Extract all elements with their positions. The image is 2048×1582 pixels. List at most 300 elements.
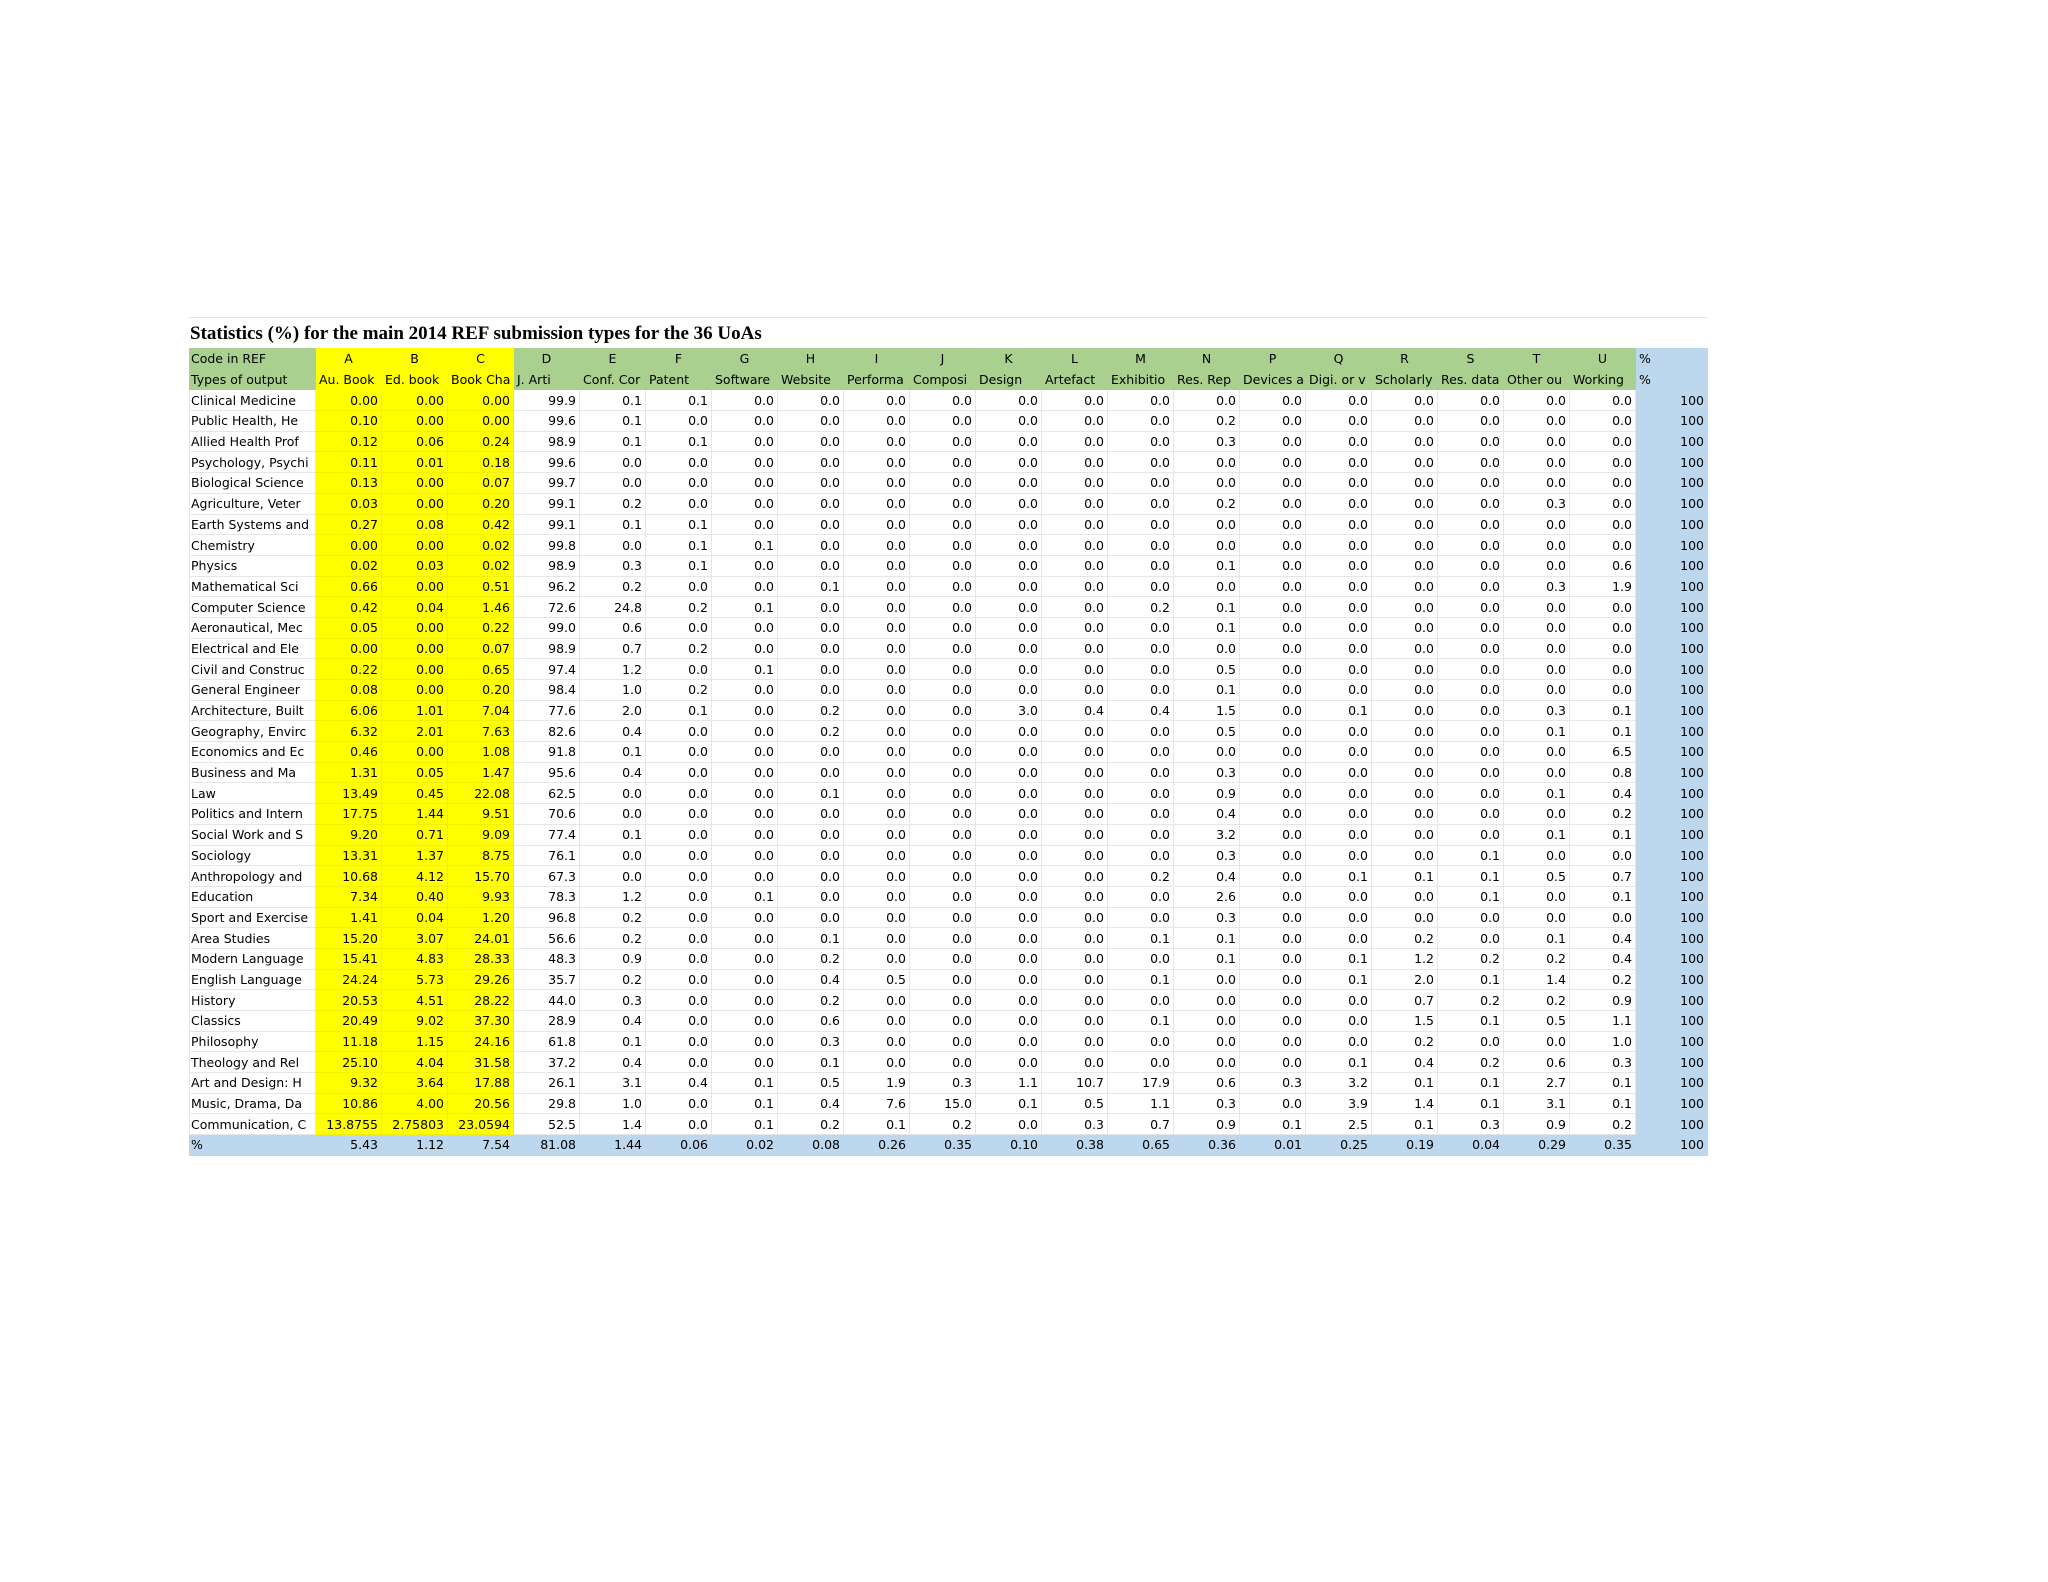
data-cell[interactable]: 0.00 <box>448 411 514 432</box>
data-cell[interactable]: 0.0 <box>1108 804 1174 825</box>
data-cell[interactable]: 0.0 <box>1504 638 1570 659</box>
data-cell[interactable]: 0.0 <box>844 721 910 742</box>
data-cell[interactable]: 0.0 <box>1240 452 1306 473</box>
data-cell[interactable]: 0.0 <box>1042 555 1108 576</box>
data-cell[interactable]: 1.44 <box>382 804 448 825</box>
data-cell[interactable]: 0.1 <box>1174 680 1240 701</box>
data-cell[interactable]: 0.0 <box>1042 1031 1108 1052</box>
row-total-cell[interactable]: 100 <box>1636 680 1708 701</box>
data-cell[interactable]: 0.0 <box>910 742 976 763</box>
data-cell[interactable]: 2.75803 <box>382 1114 448 1135</box>
data-cell[interactable]: 0.0 <box>844 535 910 556</box>
header-type-cell[interactable]: Conf. Cor <box>580 369 646 390</box>
data-cell[interactable]: 0.0 <box>778 390 844 411</box>
data-cell[interactable]: 0.0 <box>1240 948 1306 969</box>
data-cell[interactable]: 56.6 <box>514 928 580 949</box>
data-cell[interactable]: 99.1 <box>514 493 580 514</box>
row-total-cell[interactable]: 100 <box>1636 555 1708 576</box>
header-type-cell[interactable]: Scholarly <box>1372 369 1438 390</box>
data-cell[interactable]: 0.0 <box>1372 680 1438 701</box>
data-cell[interactable]: 0.1 <box>1108 1011 1174 1032</box>
data-cell[interactable]: 0.0 <box>646 1114 712 1135</box>
data-cell[interactable]: 9.20 <box>316 824 382 845</box>
total-cell[interactable]: 0.02 <box>712 1135 778 1156</box>
data-cell[interactable]: 0.0 <box>712 866 778 887</box>
data-cell[interactable]: 2.6 <box>1174 886 1240 907</box>
total-cell[interactable]: 0.10 <box>976 1135 1042 1156</box>
data-cell[interactable]: 0.0 <box>1240 783 1306 804</box>
data-cell[interactable]: 0.0 <box>1372 555 1438 576</box>
data-cell[interactable]: 0.0 <box>1240 928 1306 949</box>
data-cell[interactable]: 1.1 <box>1570 1011 1636 1032</box>
row-label-cell[interactable]: Anthropology and <box>190 866 316 887</box>
data-cell[interactable]: 0.1 <box>1438 1093 1504 1114</box>
data-cell[interactable]: 0.0 <box>646 493 712 514</box>
data-cell[interactable]: 20.53 <box>316 990 382 1011</box>
row-label-cell[interactable]: Modern Language <box>190 948 316 969</box>
data-cell[interactable]: 0.0 <box>1042 1052 1108 1073</box>
data-cell[interactable]: 0.0 <box>778 886 844 907</box>
data-cell[interactable]: 0.0 <box>712 783 778 804</box>
data-cell[interactable]: 0.0 <box>844 783 910 804</box>
data-cell[interactable]: 0.0 <box>580 535 646 556</box>
data-cell[interactable]: 0.0 <box>1042 845 1108 866</box>
data-cell[interactable]: 0.0 <box>1108 907 1174 928</box>
data-cell[interactable]: 0.0 <box>646 1031 712 1052</box>
data-cell[interactable]: 0.1 <box>712 886 778 907</box>
total-cell[interactable]: 0.19 <box>1372 1135 1438 1156</box>
data-cell[interactable]: 0.1 <box>1174 928 1240 949</box>
row-label-cell[interactable]: Aeronautical, Mec <box>190 617 316 638</box>
data-cell[interactable]: 0.0 <box>1306 431 1372 452</box>
data-cell[interactable]: 28.9 <box>514 1011 580 1032</box>
data-cell[interactable]: 9.09 <box>448 824 514 845</box>
data-cell[interactable]: 0.0 <box>910 783 976 804</box>
row-label-cell[interactable]: Earth Systems and <box>190 514 316 535</box>
data-cell[interactable]: 4.00 <box>382 1093 448 1114</box>
data-cell[interactable]: 0.0 <box>976 928 1042 949</box>
data-cell[interactable]: 0.0 <box>1306 617 1372 638</box>
data-cell[interactable]: 0.0 <box>844 1052 910 1073</box>
data-cell[interactable]: 0.0 <box>844 411 910 432</box>
data-cell[interactable]: 0.0 <box>910 659 976 680</box>
data-cell[interactable]: 0.0 <box>1504 514 1570 535</box>
data-cell[interactable]: 0.0 <box>1108 886 1174 907</box>
data-cell[interactable]: 0.0 <box>1240 969 1306 990</box>
data-cell[interactable]: 0.0 <box>1174 514 1240 535</box>
data-cell[interactable]: 0.0 <box>1240 804 1306 825</box>
data-cell[interactable]: 0.3 <box>1570 1052 1636 1073</box>
data-cell[interactable]: 0.00 <box>448 390 514 411</box>
data-cell[interactable]: 76.1 <box>514 845 580 866</box>
data-cell[interactable]: 0.0 <box>1438 721 1504 742</box>
row-label-cell[interactable]: Education <box>190 886 316 907</box>
data-cell[interactable]: 1.47 <box>448 762 514 783</box>
data-cell[interactable]: 0.9 <box>1504 1114 1570 1135</box>
data-cell[interactable]: 0.1 <box>712 1093 778 1114</box>
header-type-cell[interactable]: Other ou <box>1504 369 1570 390</box>
data-cell[interactable]: 0.0 <box>1108 431 1174 452</box>
data-cell[interactable]: 1.2 <box>1372 948 1438 969</box>
data-cell[interactable]: 0.0 <box>1240 680 1306 701</box>
row-total-cell[interactable]: 100 <box>1636 431 1708 452</box>
data-cell[interactable]: 0.00 <box>382 680 448 701</box>
data-cell[interactable]: 0.4 <box>1372 1052 1438 1073</box>
data-cell[interactable]: 0.0 <box>1306 928 1372 949</box>
total-cell[interactable]: 0.06 <box>646 1135 712 1156</box>
data-cell[interactable]: 0.0 <box>1504 659 1570 680</box>
data-cell[interactable]: 0.5 <box>778 1073 844 1094</box>
data-cell[interactable]: 0.00 <box>382 411 448 432</box>
data-cell[interactable]: 0.0 <box>844 742 910 763</box>
data-cell[interactable]: 0.0 <box>976 555 1042 576</box>
total-cell[interactable]: 1.12 <box>382 1135 448 1156</box>
data-cell[interactable]: 0.0 <box>844 659 910 680</box>
data-cell[interactable]: 0.1 <box>1438 969 1504 990</box>
data-cell[interactable]: 0.08 <box>316 680 382 701</box>
data-cell[interactable]: 0.1 <box>1306 1052 1372 1073</box>
data-cell[interactable]: 0.1 <box>712 659 778 680</box>
data-cell[interactable]: 24.01 <box>448 928 514 949</box>
data-cell[interactable]: 0.0 <box>1108 473 1174 494</box>
row-label-cell[interactable]: History <box>190 990 316 1011</box>
data-cell[interactable]: 0.0 <box>580 452 646 473</box>
data-cell[interactable]: 0.0 <box>1438 617 1504 638</box>
data-cell[interactable]: 0.00 <box>382 390 448 411</box>
data-cell[interactable]: 0.46 <box>316 742 382 763</box>
data-cell[interactable]: 0.0 <box>1174 990 1240 1011</box>
data-cell[interactable]: 0.0 <box>910 431 976 452</box>
row-label-cell[interactable]: Sport and Exercise <box>190 907 316 928</box>
header-type-cell[interactable]: Res. Rep <box>1174 369 1240 390</box>
data-cell[interactable]: 0.00 <box>382 576 448 597</box>
data-cell[interactable]: 0.0 <box>712 990 778 1011</box>
data-cell[interactable]: 0.0 <box>778 638 844 659</box>
data-cell[interactable]: 0.0 <box>712 1011 778 1032</box>
data-cell[interactable]: 0.0 <box>1108 721 1174 742</box>
total-cell[interactable]: 0.26 <box>844 1135 910 1156</box>
data-cell[interactable]: 0.0 <box>1372 431 1438 452</box>
total-cell[interactable]: 0.25 <box>1306 1135 1372 1156</box>
data-cell[interactable]: 1.41 <box>316 907 382 928</box>
data-cell[interactable]: 0.5 <box>1504 866 1570 887</box>
data-cell[interactable]: 0.0 <box>712 390 778 411</box>
data-cell[interactable]: 0.0 <box>646 907 712 928</box>
data-cell[interactable]: 0.0 <box>1372 700 1438 721</box>
data-cell[interactable]: 0.0 <box>1438 473 1504 494</box>
data-cell[interactable]: 0.0 <box>1372 659 1438 680</box>
row-total-cell[interactable]: 100 <box>1636 1052 1708 1073</box>
data-cell[interactable]: 0.0 <box>1306 411 1372 432</box>
row-total-cell[interactable]: 100 <box>1636 742 1708 763</box>
data-cell[interactable]: 0.0 <box>1108 535 1174 556</box>
header-code-cell[interactable]: A <box>316 349 382 370</box>
data-cell[interactable]: 0.0 <box>646 866 712 887</box>
data-cell[interactable]: 20.56 <box>448 1093 514 1114</box>
row-total-cell[interactable]: 100 <box>1636 762 1708 783</box>
data-cell[interactable]: 0.0 <box>1306 514 1372 535</box>
data-cell[interactable]: 1.37 <box>382 845 448 866</box>
data-cell[interactable]: 0.6 <box>1570 555 1636 576</box>
data-cell[interactable]: 25.10 <box>316 1052 382 1073</box>
data-cell[interactable]: 0.05 <box>316 617 382 638</box>
data-cell[interactable]: 7.34 <box>316 886 382 907</box>
data-cell[interactable]: 0.0 <box>646 824 712 845</box>
data-cell[interactable]: 0.0 <box>976 1011 1042 1032</box>
data-cell[interactable]: 0.0 <box>910 886 976 907</box>
data-cell[interactable]: 61.8 <box>514 1031 580 1052</box>
header-code-cell[interactable]: H <box>778 349 844 370</box>
data-cell[interactable]: 0.0 <box>712 555 778 576</box>
data-cell[interactable]: 0.1 <box>778 928 844 949</box>
data-cell[interactable]: 0.6 <box>1504 1052 1570 1073</box>
data-cell[interactable]: 0.0 <box>1240 1011 1306 1032</box>
row-label-cell[interactable]: Theology and Rel <box>190 1052 316 1073</box>
data-cell[interactable]: 0.0 <box>1306 390 1372 411</box>
data-cell[interactable]: 0.0 <box>1306 804 1372 825</box>
data-cell[interactable]: 0.00 <box>316 535 382 556</box>
data-cell[interactable]: 0.0 <box>1372 390 1438 411</box>
data-cell[interactable]: 0.0 <box>1372 742 1438 763</box>
total-cell[interactable]: 81.08 <box>514 1135 580 1156</box>
row-label-cell[interactable]: Public Health, He <box>190 411 316 432</box>
data-cell[interactable]: 0.0 <box>976 907 1042 928</box>
data-cell[interactable]: 0.0 <box>1174 390 1240 411</box>
data-cell[interactable]: 0.0 <box>1438 514 1504 535</box>
data-cell[interactable]: 0.1 <box>1108 928 1174 949</box>
data-cell[interactable]: 0.1 <box>1570 886 1636 907</box>
data-cell[interactable]: 24.16 <box>448 1031 514 1052</box>
data-cell[interactable]: 0.0 <box>1504 680 1570 701</box>
data-cell[interactable]: 0.1 <box>778 576 844 597</box>
data-cell[interactable]: 99.0 <box>514 617 580 638</box>
data-cell[interactable]: 0.1 <box>712 1114 778 1135</box>
row-total-cell[interactable]: 100 <box>1636 514 1708 535</box>
data-cell[interactable]: 0.0 <box>976 617 1042 638</box>
data-cell[interactable]: 0.0 <box>976 452 1042 473</box>
data-cell[interactable]: 0.0 <box>1570 638 1636 659</box>
data-cell[interactable]: 0.6 <box>1174 1073 1240 1094</box>
data-cell[interactable]: 1.15 <box>382 1031 448 1052</box>
row-label-cell[interactable]: Business and Ma <box>190 762 316 783</box>
row-total-cell[interactable]: 100 <box>1636 452 1708 473</box>
data-cell[interactable]: 0.0 <box>1042 742 1108 763</box>
data-cell[interactable]: 0.3 <box>1240 1073 1306 1094</box>
data-cell[interactable]: 0.66 <box>316 576 382 597</box>
data-cell[interactable]: 20.49 <box>316 1011 382 1032</box>
data-cell[interactable]: 0.0 <box>646 617 712 638</box>
data-cell[interactable]: 0.0 <box>976 431 1042 452</box>
data-cell[interactable]: 22.08 <box>448 783 514 804</box>
data-cell[interactable]: 0.10 <box>316 411 382 432</box>
header-code-percent[interactable]: % <box>1636 349 1708 370</box>
data-cell[interactable]: 0.1 <box>646 535 712 556</box>
data-cell[interactable]: 0.3 <box>580 990 646 1011</box>
data-cell[interactable]: 0.12 <box>316 431 382 452</box>
data-cell[interactable]: 0.3 <box>1042 1114 1108 1135</box>
row-total-cell[interactable]: 100 <box>1636 824 1708 845</box>
data-cell[interactable]: 0.2 <box>1570 804 1636 825</box>
data-cell[interactable]: 0.4 <box>1174 804 1240 825</box>
data-cell[interactable]: 1.5 <box>1372 1011 1438 1032</box>
data-cell[interactable]: 0.0 <box>1240 431 1306 452</box>
data-cell[interactable]: 0.0 <box>1240 555 1306 576</box>
data-cell[interactable]: 10.7 <box>1042 1073 1108 1094</box>
data-cell[interactable]: 0.0 <box>1240 597 1306 618</box>
row-total-cell[interactable]: 100 <box>1636 783 1708 804</box>
data-cell[interactable]: 3.1 <box>580 1073 646 1094</box>
data-cell[interactable]: 0.0 <box>1108 659 1174 680</box>
data-cell[interactable]: 0.0 <box>778 493 844 514</box>
header-code-label[interactable]: Code in REF <box>190 349 316 370</box>
data-cell[interactable]: 0.0 <box>844 473 910 494</box>
data-cell[interactable]: 0.0 <box>1438 431 1504 452</box>
total-label-cell[interactable]: % <box>190 1135 316 1156</box>
data-cell[interactable]: 0.0 <box>646 1011 712 1032</box>
data-cell[interactable]: 0.22 <box>316 659 382 680</box>
data-cell[interactable]: 0.0 <box>1240 493 1306 514</box>
data-cell[interactable]: 0.0 <box>1570 493 1636 514</box>
data-cell[interactable]: 0.0 <box>712 845 778 866</box>
data-cell[interactable]: 15.41 <box>316 948 382 969</box>
data-cell[interactable]: 0.2 <box>778 990 844 1011</box>
data-cell[interactable]: 0.0 <box>910 597 976 618</box>
data-cell[interactable]: 0.1 <box>580 390 646 411</box>
data-cell[interactable]: 29.8 <box>514 1093 580 1114</box>
total-cell[interactable]: 5.43 <box>316 1135 382 1156</box>
row-total-cell[interactable]: 100 <box>1636 493 1708 514</box>
data-cell[interactable]: 0.1 <box>1570 824 1636 845</box>
data-cell[interactable]: 0.0 <box>1570 845 1636 866</box>
data-cell[interactable]: 0.0 <box>1438 493 1504 514</box>
data-cell[interactable]: 0.0 <box>844 762 910 783</box>
data-cell[interactable]: 0.0 <box>976 680 1042 701</box>
data-cell[interactable]: 0.0 <box>1372 473 1438 494</box>
data-cell[interactable]: 0.02 <box>316 555 382 576</box>
data-cell[interactable]: 0.0 <box>1438 390 1504 411</box>
data-cell[interactable]: 0.0 <box>1042 576 1108 597</box>
data-cell[interactable]: 99.6 <box>514 452 580 473</box>
data-cell[interactable]: 0.0 <box>1240 886 1306 907</box>
data-cell[interactable]: 0.0 <box>712 452 778 473</box>
data-cell[interactable]: 0.0 <box>1372 576 1438 597</box>
data-cell[interactable]: 0.0 <box>976 824 1042 845</box>
data-cell[interactable]: 0.0 <box>1504 535 1570 556</box>
row-total-cell[interactable]: 100 <box>1636 907 1708 928</box>
data-cell[interactable]: 1.46 <box>448 597 514 618</box>
data-cell[interactable]: 98.9 <box>514 555 580 576</box>
data-cell[interactable]: 0.0 <box>1174 969 1240 990</box>
data-cell[interactable]: 0.40 <box>382 886 448 907</box>
data-cell[interactable]: 1.9 <box>844 1073 910 1094</box>
data-cell[interactable]: 0.5 <box>844 969 910 990</box>
data-cell[interactable]: 0.0 <box>1108 638 1174 659</box>
data-cell[interactable]: 0.6 <box>778 1011 844 1032</box>
row-label-cell[interactable]: Classics <box>190 1011 316 1032</box>
header-code-cell[interactable]: E <box>580 349 646 370</box>
data-cell[interactable]: 0.0 <box>778 555 844 576</box>
data-cell[interactable]: 0.0 <box>1306 886 1372 907</box>
total-cell[interactable]: 0.38 <box>1042 1135 1108 1156</box>
data-cell[interactable]: 0.0 <box>1438 742 1504 763</box>
data-cell[interactable]: 0.0 <box>1042 390 1108 411</box>
row-label-cell[interactable]: Music, Drama, Da <box>190 1093 316 1114</box>
row-label-cell[interactable]: Mathematical Sci <box>190 576 316 597</box>
header-code-cell[interactable]: U <box>1570 349 1636 370</box>
row-total-cell[interactable]: 100 <box>1636 928 1708 949</box>
data-cell[interactable]: 0.1 <box>778 1052 844 1073</box>
data-cell[interactable]: 0.0 <box>778 804 844 825</box>
data-cell[interactable]: 0.0 <box>712 721 778 742</box>
data-cell[interactable]: 0.4 <box>1174 866 1240 887</box>
header-code-cell[interactable]: P <box>1240 349 1306 370</box>
data-cell[interactable]: 0.0 <box>646 948 712 969</box>
row-label-cell[interactable]: Communication, C <box>190 1114 316 1135</box>
data-cell[interactable]: 0.0 <box>1108 555 1174 576</box>
data-cell[interactable]: 0.0 <box>1108 1031 1174 1052</box>
data-cell[interactable]: 0.0 <box>1438 804 1504 825</box>
data-cell[interactable]: 0.0 <box>844 845 910 866</box>
header-code-cell[interactable]: C <box>448 349 514 370</box>
total-sum-cell[interactable]: 100 <box>1636 1135 1708 1156</box>
data-cell[interactable]: 0.4 <box>1570 948 1636 969</box>
data-cell[interactable]: 0.0 <box>580 473 646 494</box>
data-cell[interactable]: 0.2 <box>580 576 646 597</box>
data-cell[interactable]: 0.0 <box>1570 473 1636 494</box>
data-cell[interactable]: 0.0 <box>1438 452 1504 473</box>
row-label-cell[interactable]: Politics and Intern <box>190 804 316 825</box>
data-cell[interactable]: 0.20 <box>448 493 514 514</box>
data-cell[interactable]: 0.0 <box>1504 886 1570 907</box>
row-total-cell[interactable]: 100 <box>1636 990 1708 1011</box>
data-cell[interactable]: 77.4 <box>514 824 580 845</box>
data-cell[interactable]: 0.0 <box>712 680 778 701</box>
data-cell[interactable]: 28.33 <box>448 948 514 969</box>
data-cell[interactable]: 0.0 <box>1042 948 1108 969</box>
data-cell[interactable]: 10.86 <box>316 1093 382 1114</box>
data-cell[interactable]: 0.0 <box>1504 742 1570 763</box>
data-cell[interactable]: 0.0 <box>976 390 1042 411</box>
data-cell[interactable]: 0.00 <box>382 535 448 556</box>
data-cell[interactable]: 0.0 <box>910 411 976 432</box>
data-cell[interactable]: 0.0 <box>1306 597 1372 618</box>
data-cell[interactable]: 0.11 <box>316 452 382 473</box>
total-cell[interactable]: 0.35 <box>910 1135 976 1156</box>
data-cell[interactable]: 0.1 <box>976 1093 1042 1114</box>
data-cell[interactable]: 0.0 <box>844 907 910 928</box>
data-cell[interactable]: 0.0 <box>1372 762 1438 783</box>
data-cell[interactable]: 0.27 <box>316 514 382 535</box>
header-type-cell[interactable]: Patent <box>646 369 712 390</box>
data-cell[interactable]: 0.0 <box>1042 907 1108 928</box>
data-cell[interactable]: 0.0 <box>844 452 910 473</box>
data-cell[interactable]: 0.22 <box>448 617 514 638</box>
data-cell[interactable]: 0.1 <box>1306 969 1372 990</box>
data-cell[interactable]: 0.0 <box>1042 659 1108 680</box>
data-cell[interactable]: 0.2 <box>1570 969 1636 990</box>
data-cell[interactable]: 0.0 <box>1108 514 1174 535</box>
data-cell[interactable]: 0.0 <box>646 886 712 907</box>
header-type-cell[interactable]: Artefact <box>1042 369 1108 390</box>
data-cell[interactable]: 0.3 <box>1174 762 1240 783</box>
data-cell[interactable]: 0.0 <box>976 1052 1042 1073</box>
row-total-cell[interactable]: 100 <box>1636 535 1708 556</box>
data-cell[interactable]: 4.51 <box>382 990 448 1011</box>
data-cell[interactable]: 0.1 <box>1438 866 1504 887</box>
data-cell[interactable]: 0.0 <box>910 576 976 597</box>
data-cell[interactable]: 0.0 <box>910 473 976 494</box>
data-cell[interactable]: 17.9 <box>1108 1073 1174 1094</box>
